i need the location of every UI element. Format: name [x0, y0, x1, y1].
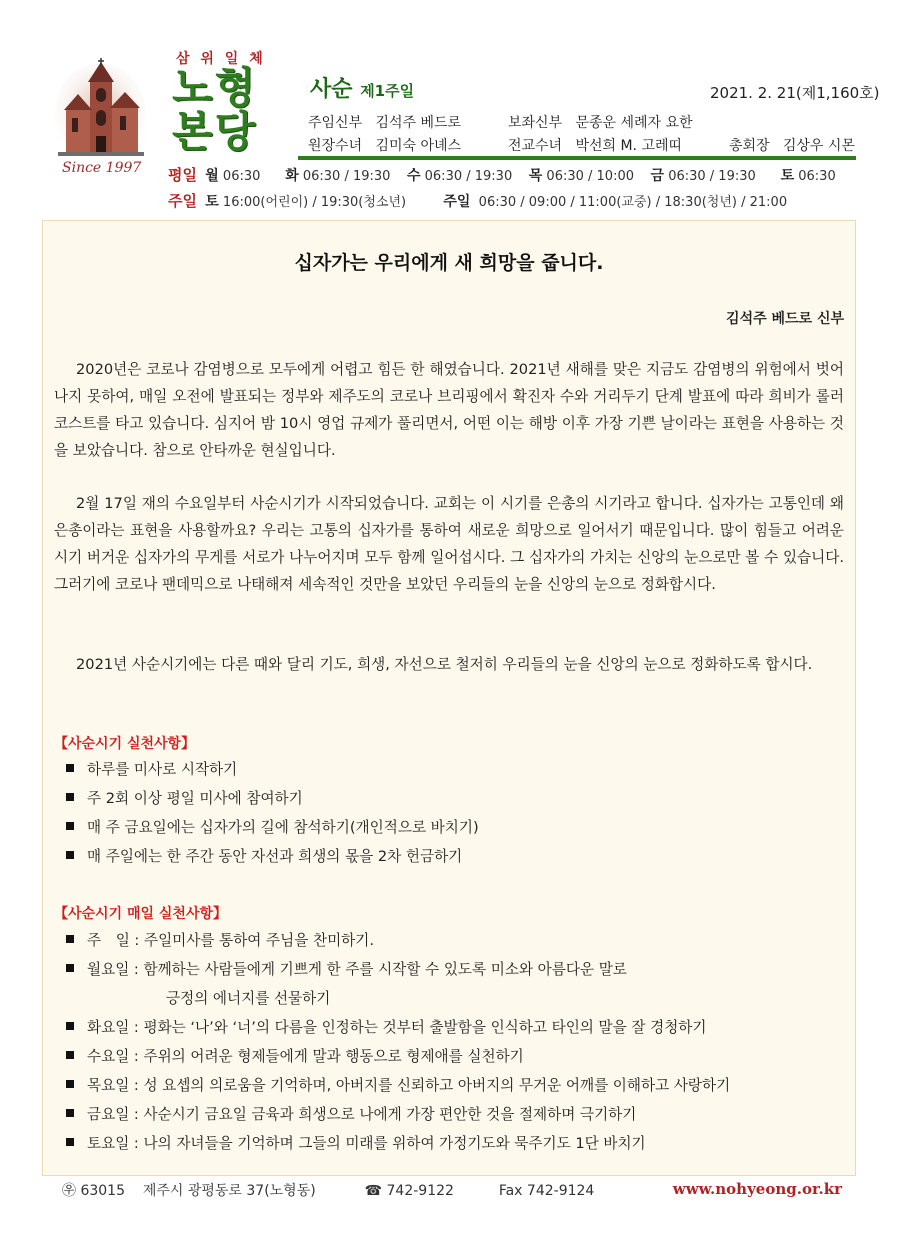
staff-role: 총회장 — [728, 138, 770, 154]
list-item — [66, 955, 730, 984]
list-item — [66, 1042, 730, 1071]
since-label: Since 1997 — [62, 160, 142, 176]
article-paragraph: 2021년 사순시기에는 다른 때와 달리 기도, 희생, 자선으로 철저히 우리들의 눈을 신앙의 눈으로 정화하도록 합시다. — [76, 656, 813, 673]
sunday-mass-schedule — [168, 190, 787, 211]
fax-number: 742-9124 — [526, 1183, 595, 1199]
liturgical-season — [310, 72, 414, 103]
staff-name: 김미숙 아녜스 — [375, 138, 462, 154]
list-item — [66, 1071, 730, 1100]
phone-icon: ☎ — [364, 1183, 383, 1199]
phone-number: 742-9122 — [386, 1183, 454, 1199]
section-title-daily-practices: 【사순시기 매일 실천사항】 — [54, 906, 227, 922]
issue-date: 2021. 2. 21(제1,160호) — [710, 84, 880, 102]
church-logo-icon — [52, 58, 148, 166]
mass-time: 06:30 — [798, 169, 836, 184]
square-bullet-icon — [66, 964, 74, 972]
mass-time: 06:30 / 10:00 — [546, 169, 634, 184]
article-author: 김석주 베드로 신부 — [726, 311, 844, 327]
address: 제주시 광평동로 37(노형동) — [142, 1183, 316, 1199]
list-item — [66, 842, 479, 871]
day-label: 금 — [650, 168, 665, 184]
list-item-text: 토요일 : 나의 자녀들을 기억하며 그들의 미래를 위하여 가정기도와 묵주기도 1단 바치기 — [87, 1135, 646, 1152]
staff-role: 전교수녀 — [507, 138, 563, 154]
list-item — [66, 784, 479, 813]
square-bullet-icon — [66, 1138, 74, 1146]
staff-name: 박선희 M. 고레띠 — [575, 138, 683, 154]
mass-time: 06:30 / 19:30 — [302, 169, 391, 184]
section-title-practices: 【사순시기 실천사항】 — [54, 736, 196, 752]
staff-row-1 — [308, 112, 693, 132]
day-label: 수 — [406, 168, 421, 184]
list-item-text: 화요일 : 평화는 ‘나’와 ‘너’의 다름을 인정하는 것부터 출발함을 인식하고 타인의 말을 잘 경청하기 — [87, 1019, 707, 1036]
list-item-continuation — [66, 984, 730, 1013]
square-bullet-icon — [66, 1022, 74, 1030]
list-item-text: 하루를 미사로 시작하기 — [87, 761, 238, 778]
list-item — [66, 813, 479, 842]
staff-role: 보좌신부 — [507, 115, 563, 131]
square-bullet-icon — [66, 793, 74, 801]
staff-name: 김상우 시몬 — [782, 138, 855, 154]
season-week: 제1주일 — [360, 82, 415, 100]
staff-role: 원장수녀 — [308, 138, 363, 154]
mass-time: 06:30 / 19:30 — [424, 169, 513, 184]
article-paragraph: 2월 17일 재의 수요일부터 사순시기가 시작되었습니다. 교회는 이 시기를 은총의 시기라고 합니다. 십자가는 고통인데 왜 은총이라는 표현을 사용할까요? 우리는 고통의 십자가를 통하여 새로운 희망으로 일어서기 때문입니다. 많이 힘들고 어려운 시기 버거운 십자가의 무게를 서로가 나누어지며 모두 함께 일어섭시다. 그 십자가의 가치는 신앙의 눈으로만 볼 수 있습니다. 그러기에 코로나 팬데믹으로 나태해져 세속적인 것만을 보았던 우리들의 눈을 신앙의 눈으로 정화합시다. — [54, 495, 844, 593]
list-item — [66, 1129, 730, 1158]
list-item — [66, 755, 479, 784]
square-bullet-icon — [66, 1051, 74, 1059]
season-name: 사순 — [310, 77, 353, 102]
day-label: 월 — [205, 168, 219, 184]
day-label: 토 — [205, 194, 219, 210]
sunday-label: 주일 — [168, 192, 197, 210]
parish-name-line2: 본당 — [172, 107, 258, 156]
list-item-text: 월요일 : 함께하는 사람들에게 기쁘게 한 주를 시작할 수 있도록 미소와 아름다운 말로 — [87, 961, 627, 978]
weekday-mass-schedule — [168, 164, 836, 185]
article-title: 십자가는 우리에게 새 희망을 줍니다. — [294, 252, 604, 274]
website-link[interactable]: www.nohyeong.or.kr — [672, 1180, 842, 1198]
list-item — [66, 926, 730, 955]
list-item-text: 매 주일에는 한 주간 동안 자선과 희생의 몫을 2차 헌금하기 — [87, 848, 463, 865]
parish-tagline: 삼 위 일 체 — [176, 51, 266, 67]
list-item-text: 매 주 금요일에는 십자가의 길에 참석하기(개인적으로 바치기) — [87, 819, 479, 836]
square-bullet-icon — [66, 1080, 74, 1088]
mass-time: 06:30 / 19:30 — [668, 169, 756, 184]
mass-time: 06:30 / 09:00 / 11:00(교중) / 18:30(청년) / 21:00 — [478, 195, 788, 210]
staff-row-2 — [308, 135, 855, 155]
list-item-text: 주 2회 이상 평일 미사에 참여하기 — [87, 790, 303, 807]
practices-list — [66, 755, 479, 871]
postal-code: 63015 — [80, 1183, 125, 1199]
list-item-text: 수요일 : 주위의 어려운 형제들에게 말과 행동으로 형제애를 실천하기 — [87, 1048, 524, 1065]
day-label: 주일 — [443, 194, 471, 210]
square-bullet-icon — [66, 851, 74, 859]
weekday-label: 평일 — [168, 166, 197, 184]
header-divider — [298, 156, 856, 160]
list-item — [66, 1100, 730, 1129]
list-item-text: 목요일 : 성 요셉의 의로움을 기억하며, 아버지를 신뢰하고 아버지의 무거운 어깨를 이해하고 사랑하기 — [87, 1077, 731, 1094]
staff-role: 주임신부 — [308, 115, 363, 131]
day-label: 목 — [528, 168, 543, 184]
footer — [62, 1180, 842, 1200]
list-item-text: 금요일 : 사순시기 금요일 금육과 희생으로 나에게 가장 편안한 것을 절제하며 극기하기 — [87, 1106, 637, 1123]
day-label: 토 — [780, 168, 795, 184]
postal-icon: ㉾ — [62, 1183, 76, 1199]
square-bullet-icon — [66, 935, 74, 943]
list-item — [66, 1013, 730, 1042]
parish-name-line1: 노형 — [172, 63, 258, 112]
list-item-text: 긍정의 에너지를 선물하기 — [166, 990, 331, 1007]
day-label: 화 — [285, 168, 299, 184]
square-bullet-icon — [66, 764, 74, 772]
square-bullet-icon — [66, 1109, 74, 1117]
square-bullet-icon — [66, 822, 74, 830]
staff-name: 문종운 세례자 요한 — [575, 115, 693, 131]
daily-practices-list — [66, 926, 730, 1158]
fax-label: Fax — [498, 1183, 523, 1199]
article-paragraph: 2020년은 코로나 감염병으로 모두에게 어렵고 힘든 한 해였습니다. 2021년 새해를 맞은 지금도 감염병의 위험에서 벗어나지 못하여, 매일 오전에 발표되는 정부와 제주도의 코로나 브리핑에서 확진자 수와 거리두기 단계 발표에 따라 희비가 롤러코스트를 타고 있습니다. 심지어 밤 10시 영업 규제가 풀리면서, 어떤 이는 해방 이후 가장 기쁜 날이라는 표현을 사용하는 것을 보았습니다. 참으로 안타까운 현실입니다. — [54, 361, 844, 459]
staff-name: 김석주 베드로 — [375, 115, 462, 131]
mass-time: 06:30 — [222, 169, 261, 184]
list-item-text: 주 일 : 주일미사를 통하여 주님을 찬미하기. — [87, 932, 375, 949]
mass-time: 16:00(어린이) / 19:30(청소년) — [222, 195, 407, 210]
